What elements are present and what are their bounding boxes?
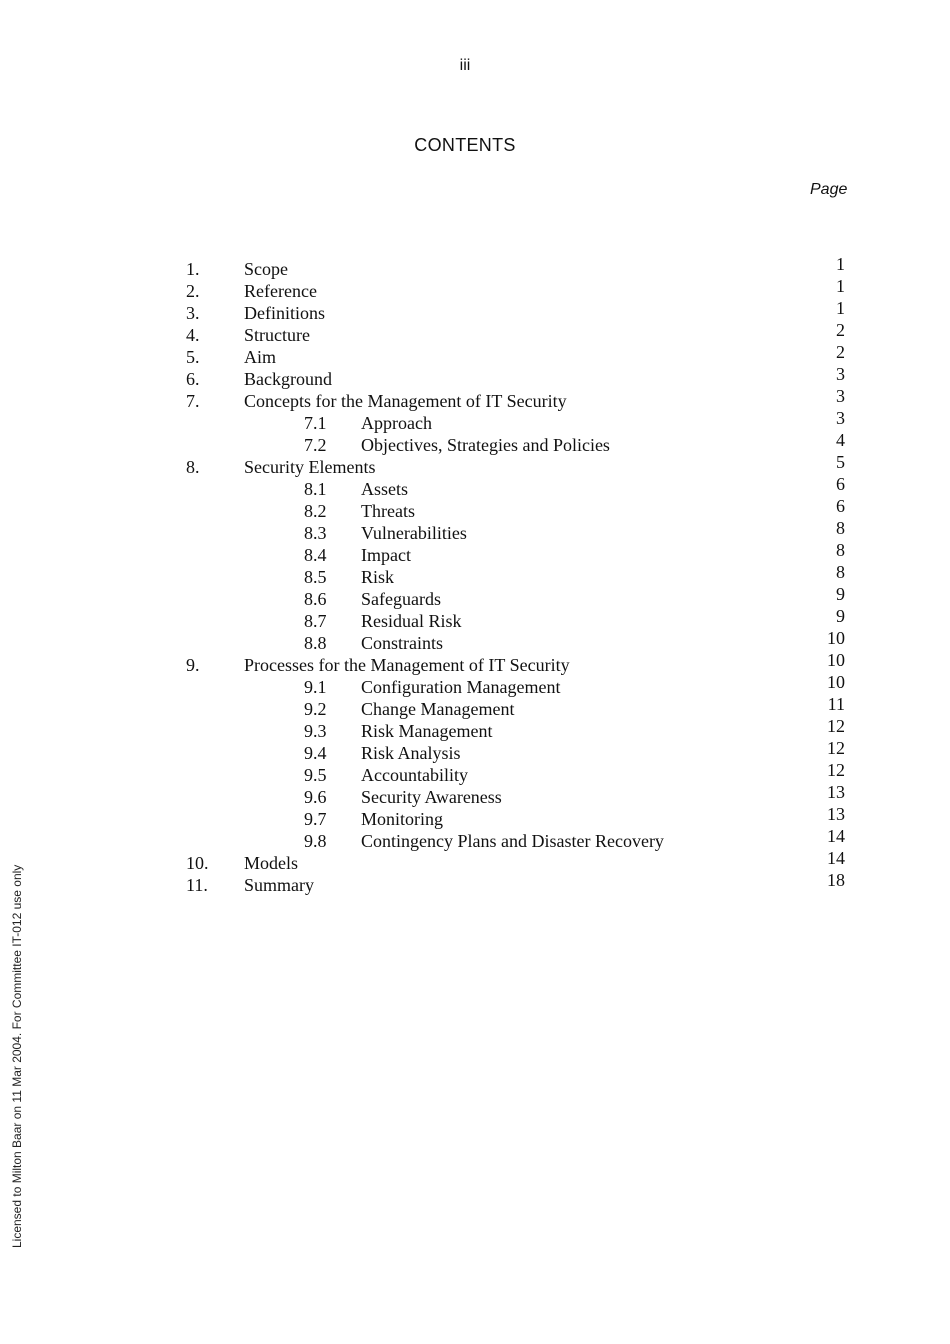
- toc-entry-title: Risk: [361, 567, 395, 587]
- toc-entry-title: Contingency Plans and Disaster Recovery: [361, 831, 664, 851]
- toc-entry-title: Vulnerabilities: [361, 523, 467, 543]
- toc-entry-number: 8.5: [304, 567, 327, 587]
- toc-subentry: [0, 584, 950, 610]
- toc-entry-page: 8: [836, 540, 845, 560]
- toc-entry-page: 3: [836, 408, 845, 428]
- toc-entry-title: Scope: [244, 259, 288, 279]
- toc-entry: [0, 364, 950, 390]
- toc-entry-number: 11.: [186, 875, 208, 895]
- toc-subentry: [0, 496, 950, 522]
- toc-subentry: [0, 716, 950, 742]
- toc-entry-number: 8.2: [304, 501, 327, 521]
- toc-entry-number: 8.3: [304, 523, 327, 543]
- toc-entry-title: Security Awareness: [361, 787, 502, 807]
- toc-entry-page: 2: [836, 342, 845, 362]
- toc-entry-number: 9.: [186, 655, 200, 675]
- toc-subentry: [0, 474, 950, 500]
- toc-entry: [0, 276, 950, 302]
- toc-entry-title: Reference: [244, 281, 317, 301]
- toc-subentry: [0, 782, 950, 808]
- toc-entry-number: 9.3: [304, 721, 327, 741]
- toc-entry-page: 4: [836, 430, 845, 450]
- toc-entry-title: Change Management: [361, 699, 515, 719]
- toc-entry-page: 10: [827, 650, 845, 670]
- license-watermark: Licensed to Milton Baar on 11 Mar 2004. For Committee IT-012 use only: [10, 864, 24, 1248]
- toc-entry-number: 9.6: [304, 787, 327, 807]
- toc-entry-title: Configuration Management: [361, 677, 561, 697]
- toc-entry-page: 12: [827, 738, 845, 758]
- toc-entry-number: 9.1: [304, 677, 327, 697]
- toc-entry-number: 9.4: [304, 743, 327, 763]
- toc-entry-number: 3.: [186, 303, 200, 323]
- toc-entry-number: 5.: [186, 347, 200, 367]
- toc-subentry: [0, 804, 950, 830]
- toc-entry-title: Constraints: [361, 633, 444, 653]
- toc-entry-title: Objectives, Strategies and Policies: [361, 435, 610, 455]
- toc-entry-title: Residual Risk: [361, 611, 462, 631]
- toc-entry-title: Structure: [244, 325, 310, 345]
- toc-entry-number: 9.5: [304, 765, 327, 785]
- toc-entry-number: 8.7: [304, 611, 327, 631]
- toc-subentry: [0, 760, 950, 786]
- toc-entry-page: 1: [836, 276, 845, 296]
- page-column-label: Page: [810, 181, 848, 198]
- toc-entry-title: Security Elements: [244, 457, 376, 477]
- toc-entry-number: 7.: [186, 391, 200, 411]
- toc-entry-number: 8.6: [304, 589, 327, 609]
- toc-entry-number: 8.: [186, 457, 200, 477]
- toc-subentry: [0, 540, 950, 566]
- toc-subentry: [0, 738, 950, 764]
- toc-entry-title: Background: [244, 369, 332, 389]
- toc-entry-number: 8.4: [304, 545, 327, 565]
- toc-entry-page: 10: [827, 672, 845, 692]
- toc-entry: [0, 342, 950, 368]
- toc-entry-number: 4.: [186, 325, 200, 345]
- toc-entry: [0, 254, 950, 280]
- toc-entry-title: Concepts for the Management of IT Security: [244, 391, 567, 411]
- toc-entry-page: 6: [836, 496, 845, 516]
- toc-entry-title: Monitoring: [361, 809, 444, 829]
- toc-subentry: [0, 606, 950, 632]
- toc-entry-title: Models: [244, 853, 298, 873]
- toc-subentry: [0, 518, 950, 544]
- toc-entry-title: Assets: [361, 479, 409, 499]
- toc-entry-page: 5: [836, 452, 845, 472]
- toc-subentry: [0, 562, 950, 588]
- toc-entry: [0, 650, 950, 676]
- table-of-contents: [0, 254, 950, 896]
- toc-entry-number: 8.1: [304, 479, 327, 499]
- toc-entry-page: 9: [836, 584, 845, 604]
- toc-entry-number: 9.2: [304, 699, 327, 719]
- toc-entry-page: 13: [827, 804, 845, 824]
- toc-subentry: [0, 628, 950, 654]
- contents-title: CONTENTS: [414, 135, 516, 155]
- toc-entry-number: 2.: [186, 281, 200, 301]
- toc-entry-number: 10.: [186, 853, 209, 873]
- toc-entry-title: Approach: [361, 413, 432, 433]
- toc-entry-title: Definitions: [244, 303, 325, 323]
- toc-entry-number: 7.1: [304, 413, 327, 433]
- toc-entry: [0, 298, 950, 324]
- toc-entry-page: 9: [836, 606, 845, 626]
- toc-entry-page: 14: [827, 826, 845, 846]
- toc-entry-page: 18: [827, 870, 845, 890]
- toc-entry-number: 9.8: [304, 831, 327, 851]
- toc-entry-page: 3: [836, 386, 845, 406]
- toc-entry-page: 1: [836, 254, 845, 274]
- toc-entry-title: Aim: [244, 347, 277, 367]
- toc-entry: [0, 870, 950, 896]
- toc-entry-page: 10: [827, 628, 845, 648]
- toc-entry: [0, 452, 950, 478]
- toc-entry-page: 6: [836, 474, 845, 494]
- toc-entry-title: Safeguards: [361, 589, 441, 609]
- toc-subentry: [0, 826, 950, 852]
- toc-subentry: [0, 694, 950, 720]
- toc-entry-title: Risk Management: [361, 721, 493, 741]
- toc-entry-page: 14: [827, 848, 845, 868]
- toc-entry-title: Threats: [361, 501, 415, 521]
- toc-subentry: [0, 408, 950, 434]
- toc-entry-page: 12: [827, 760, 845, 780]
- toc-entry: [0, 320, 950, 346]
- toc-entry: [0, 386, 950, 412]
- toc-entry-title: Processes for the Management of IT Security: [244, 655, 570, 675]
- toc-entry-page: 2: [836, 320, 845, 340]
- toc-entry-page: 13: [827, 782, 845, 802]
- toc-entry-title: Accountability: [361, 765, 468, 785]
- toc-entry-number: 9.7: [304, 809, 327, 829]
- toc-entry-title: Impact: [361, 545, 411, 565]
- toc-entry-number: 6.: [186, 369, 200, 389]
- page-folio: iii: [459, 57, 471, 74]
- toc-entry-page: 1: [836, 298, 845, 318]
- toc-entry-number: 7.2: [304, 435, 327, 455]
- toc-subentry: [0, 672, 950, 698]
- toc-entry-page: 8: [836, 518, 845, 538]
- toc-entry-title: Risk Analysis: [361, 743, 461, 763]
- toc-entry-title: Summary: [244, 875, 314, 895]
- toc-entry-page: 11: [827, 694, 845, 714]
- toc-entry-number: 1.: [186, 259, 200, 279]
- toc-entry-number: 8.8: [304, 633, 327, 653]
- toc-entry-page: 8: [836, 562, 845, 582]
- toc-entry-page: 3: [836, 364, 845, 384]
- toc-subentry: [0, 430, 950, 456]
- toc-entry-page: 12: [827, 716, 845, 736]
- toc-entry: [0, 848, 950, 874]
